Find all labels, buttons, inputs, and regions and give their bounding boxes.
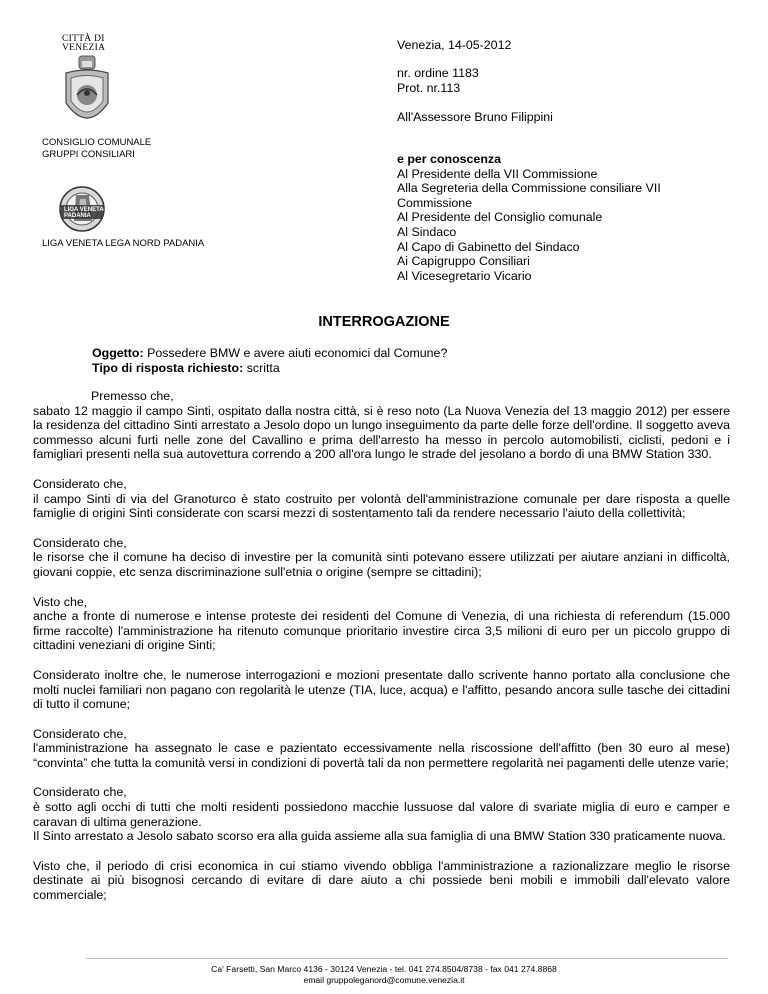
cc-item: Ai Capigruppo Consiliari bbox=[397, 254, 530, 269]
paragraph-text: è sotto agli occhi di tutti che molti residenti possiedono macchie lussuose dal valore di svariate miglia di euro e camper e caravan di ultima generazione. bbox=[33, 800, 730, 829]
paragraph-text: Visto che, il periodo di crisi economica in cui stiamo vivendo obbliga l'amministrazione a razionalizzare meglio le risorse destinate ai più bisognosi cercando di evitare di dare aiuto a chi possiede beni mobili e immobili dall'elevato valore commerciale; bbox=[33, 858, 730, 903]
paragraph-lead: Considerato che, bbox=[33, 785, 127, 800]
paragraph-text: Considerato inoltre che, le numerose interrogazioni e mozioni presentate dallo scrivente hanno portato alla conclusione che molti nuclei familiari non pagano con regolarità le utenze (TIA, luce, acqua) e l'affitto, pesando ancora sulle tasche dei cittadini di tutto il comune; bbox=[33, 667, 730, 712]
footer-address: Ca' Farsetti, San Marco 4136 - 30124 Venezia - tel. 041 274.8504/8738 - fax 041 274.8868 bbox=[211, 964, 557, 974]
response-type-label: Tipo di risposta richiesto: bbox=[92, 360, 244, 375]
cc-item: Commissione bbox=[397, 195, 473, 210]
paragraph-lead: Visto che, bbox=[33, 594, 88, 609]
paragraph-text: sabato 12 maggio il campo Sinti, ospitato dalla nostra città, si è reso noto (La Nuova Venezia del 13 maggio 2012) per essere la residenza del cittadino Sinti arrestato a Jesolo dopo un lungo inseguimento da parte delle forze dell'ordine. Il soggetto aveva commesso alcuni furti nelle zone del Cavallino e prima dell'arresto ha messo in percolo automobilisti, ciclisti, pedoni e i famigliari presenti nella sua autovettura correndo a 200 all'ora lungo le strade del jesolano a bordo di una BMW Station 330. bbox=[33, 403, 730, 462]
cc-item: Al Sindaco bbox=[397, 224, 457, 239]
date: Venezia, 14-05-2012 bbox=[397, 38, 512, 52]
paragraph bbox=[33, 595, 730, 653]
paragraph-lead: Considerato che, bbox=[33, 476, 127, 491]
subject-text: Possedere BMW e avere aiuti economici dal Comune? bbox=[143, 346, 448, 360]
paragraph bbox=[33, 536, 730, 580]
cc-title: e per conoscenza bbox=[397, 152, 501, 166]
protocol-number: Prot. nr.113 bbox=[397, 81, 461, 95]
paragraph-extra: Il Sinto arrestato a Jesolo sabato scorso era alla guida assieme alla sua famiglia di una BMW Station 330 praticamente nuova. bbox=[33, 829, 726, 844]
footer bbox=[0, 964, 768, 986]
paragraph-text: anche a fronte di numerose e intense proteste dei residenti del Comune di Venezia, di una richiesta di referendum (15.000 firme raccolte) l'amministrazione ha ritenuto comunque prioritario investire circa 3,5 milioni di euro per un piccolo gruppo di cittadini veneziani di origine Sinti; bbox=[33, 609, 730, 653]
cc-item: Alla Segreteria della Commissione consiliare VII bbox=[397, 181, 661, 196]
paragraph bbox=[33, 785, 730, 843]
paragraph-lead: Considerato che, bbox=[33, 726, 127, 741]
paragraph-text: l'amministrazione ha assegnato le case e pazientato eccessivamente nella riscossione dell'affitto (ben 30 euro al mese) “convinta” che tutta la comunità versi in condizioni di povertà tali da non permettere regolarità nei pagamenti delle utenze varie; bbox=[33, 741, 730, 770]
paragraph bbox=[33, 477, 730, 521]
cc-block bbox=[397, 152, 661, 283]
recipient: All'Assessore Bruno Filippini bbox=[397, 110, 553, 124]
paragraph bbox=[33, 389, 730, 462]
league-label: LIGA VENETA LEGA NORD PADANIA bbox=[42, 238, 205, 249]
response-type-text: scritta bbox=[243, 360, 280, 375]
paragraph bbox=[33, 668, 730, 712]
order-number: nr. ordine 1183 bbox=[397, 66, 479, 80]
response-type-line bbox=[92, 361, 447, 376]
cc-item: Al Presidente della VII Commissione bbox=[397, 166, 598, 181]
city-name-line1: CITTÀ DI bbox=[62, 34, 105, 44]
subject-line bbox=[92, 346, 447, 361]
cc-item: Al Vicesegretario Vicario bbox=[397, 268, 532, 283]
paragraph bbox=[33, 727, 730, 771]
subject-label: Oggetto: bbox=[92, 346, 144, 360]
paragraph-lead: Considerato che, bbox=[33, 535, 127, 550]
document-body bbox=[33, 389, 730, 918]
paragraph-text: le risorse che il comune ha deciso di investire per la comunità sinti potevano essere utilizzati per aiutare anziani in difficoltà, giovani coppie, etc senza discriminazione sull'etnia o origine (sempre se cittadini); bbox=[33, 550, 730, 579]
council-line1: CONSIGLIO COMUNALE bbox=[42, 137, 152, 148]
subject-block bbox=[92, 346, 447, 375]
council-line2: GRUPPI CONSILIARI bbox=[42, 149, 135, 160]
footer-divider bbox=[86, 958, 728, 959]
cc-item: Al Capo di Gabinetto del Sindaco bbox=[397, 239, 580, 254]
city-name-line2: VENEZIA bbox=[62, 43, 106, 53]
league-logo-text: LIGA VENETA PADANIA bbox=[64, 207, 104, 219]
paragraph-lead: Premesso che, bbox=[91, 389, 174, 403]
city-logo bbox=[60, 35, 120, 134]
venice-crest-icon bbox=[60, 53, 114, 131]
paragraph bbox=[33, 859, 730, 903]
cc-item: Al Presidente del Consiglio comunale bbox=[397, 210, 603, 225]
paragraph-text: il campo Sinti di via del Granoturco è stato costruito per volontà dell'amministrazione comunale per dare risposta a quelle famiglie di origini Sinti considerate con scarsi mezzi di sostentamento tali da rendere necessario l'aiuto della collettività; bbox=[33, 491, 730, 521]
league-logo bbox=[56, 185, 110, 236]
footer-email: email gruppoleganord@comune.venezia.it bbox=[303, 975, 465, 985]
document-title: INTERROGAZIONE bbox=[318, 314, 450, 330]
council-label bbox=[42, 137, 151, 161]
